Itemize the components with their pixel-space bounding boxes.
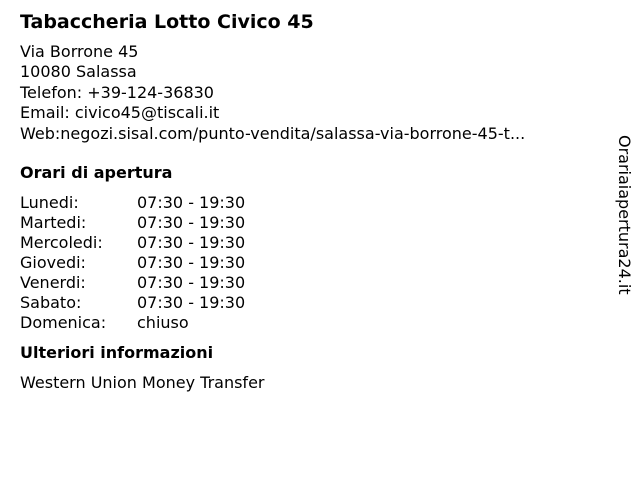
hours-row-tuesday [20,213,610,233]
hours-time: 07:30 - 19:30 [137,213,246,233]
hours-time: 07:30 - 19:30 [137,193,246,213]
site-watermark: Orariaiapertura24.it [615,135,634,295]
hours-time: 07:30 - 19:30 [137,253,246,273]
hours-row-friday [20,273,610,293]
info-text: Western Union Money Transfer [20,373,265,393]
web-link[interactable]: negozi.sisal.com/punto-vendita/salassa-via-borrone-45-t... [60,123,526,143]
hours-day: Martedi: [20,213,87,233]
address-city: 10080 Salassa [20,62,137,82]
hours-day: Mercoledi: [20,233,103,253]
hours-day: Lunedi: [20,193,79,213]
hours-row-monday [20,193,610,213]
address-street: Via Borrone 45 [20,42,139,61]
store-name: Tabaccheria Lotto Civico 45 [20,11,314,33]
hours-day: Sabato: [20,293,82,313]
web-line [20,124,610,144]
hours-time: 07:30 - 19:30 [137,273,246,293]
hours-day: Giovedi: [20,253,86,273]
email-line[interactable]: Email: civico45@tiscali.it [20,103,220,123]
info-title: Ulteriori informazioni [20,343,214,363]
web-label: Web: [20,123,61,143]
hours-day: Domenica: [20,313,107,333]
hours-row-sunday [20,313,610,333]
hours-title: Orari di apertura [20,163,173,183]
phone-line[interactable]: Telefon: +39-124-36830 [20,82,214,102]
hours-time: chiuso [137,313,189,333]
store-card [20,10,610,393]
hours-time: 07:30 - 19:30 [137,233,246,253]
hours-row-wednesday [20,233,610,253]
watermark-container [614,135,634,310]
hours-row-thursday [20,253,610,273]
hours-table [20,193,610,333]
hours-row-saturday [20,293,610,313]
hours-day: Venerdi: [20,273,86,293]
hours-time: 07:30 - 19:30 [137,293,246,313]
